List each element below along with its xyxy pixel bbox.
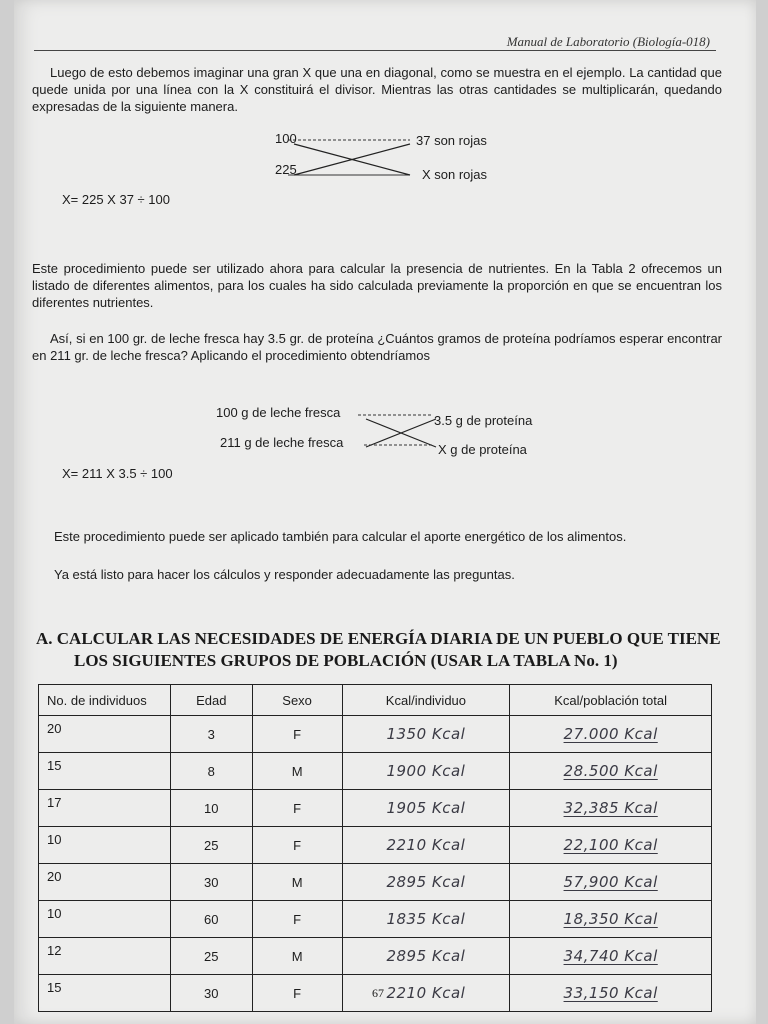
cell-kcal-individual[interactable]: 2210 Kcal — [342, 975, 510, 1012]
cell-age: 3 — [170, 716, 252, 753]
table-row — [39, 790, 712, 827]
diagram2-bottom-left: 211 g de leche fresca — [220, 435, 344, 450]
cell-kcal-individual[interactable]: 2895 Kcal — [342, 938, 510, 975]
cell-sex: F — [252, 716, 342, 753]
cell-kcal-individual[interactable]: 1835 Kcal — [342, 901, 510, 938]
table-row — [39, 901, 712, 938]
cell-kcal-total[interactable]: 57,900 Kcal — [510, 864, 712, 901]
cell-sex: F — [252, 790, 342, 827]
cell-individuals: 20 — [39, 864, 171, 901]
cell-kcal-individual[interactable]: 2210 Kcal — [342, 827, 510, 864]
cell-kcal-total[interactable]: 28.500 Kcal — [510, 753, 712, 790]
diagram2-top-right: 3.5 g de proteína — [434, 413, 533, 428]
paragraph-energy: Este procedimiento puede ser aplicado también para calcular el aporte energético de los alimentos. — [54, 529, 627, 544]
cell-kcal-total[interactable]: 27.000 Kcal — [510, 716, 712, 753]
population-energy-table — [38, 684, 712, 1012]
cell-kcal-total[interactable]: 18,350 Kcal — [510, 901, 712, 938]
header-kcal-individual: Kcal/individuo — [342, 685, 510, 716]
cell-kcal-individual[interactable]: 1900 Kcal — [342, 753, 510, 790]
header-individuals: No. de individuos — [39, 685, 171, 716]
page-number: 67 — [372, 986, 384, 1000]
diagram1-top-right: 37 son rojas — [416, 133, 487, 148]
cross-diagram-2 — [216, 405, 556, 465]
cell-individuals: 10 — [39, 901, 171, 938]
header-age: Edad — [170, 685, 252, 716]
table-header-row — [39, 685, 712, 716]
cell-individuals: 20 — [39, 716, 171, 753]
section-title-line-1: A. CALCULAR LAS NECESIDADES DE ENERGÍA DIARIA DE UN PUEBLO QUE TIENE — [36, 629, 721, 648]
cell-individuals: 12 — [39, 938, 171, 975]
table-row — [39, 864, 712, 901]
paragraph-nutrients: Este procedimiento puede ser utilizado ahora para calcular la presencia de nutrientes. En la Tabla 2 ofrecemos un listado de diferentes alimentos, para los cuales ha sido calculada previamente la proporción en que se encuentran los diferentes nutrientes. — [32, 261, 722, 310]
cell-individuals: 10 — [39, 827, 171, 864]
diagram2-top-left: 100 g de leche fresca — [216, 405, 341, 420]
cell-sex: M — [252, 938, 342, 975]
formula-2: X= 211 X 3.5 ÷ 100 — [62, 466, 173, 481]
cell-age: 25 — [170, 827, 252, 864]
section-a-title — [36, 628, 736, 672]
paragraph-milk-example: Así, si en 100 gr. de leche fresca hay 3.5 gr. de proteína ¿Cuántos gramos de proteína podríamos esperar encontrar en 211 gr. de leche fresca? Aplicando el procedimiento obtendríamos — [32, 331, 722, 363]
formula-1: X= 225 X 37 ÷ 100 — [62, 192, 170, 207]
cell-sex: M — [252, 864, 342, 901]
paragraph-ready: Ya está listo para hacer los cálculos y responder adecuadamente las preguntas. — [54, 567, 515, 582]
cell-kcal-individual[interactable]: 1350 Kcal — [342, 716, 510, 753]
diagram1-bottom-left: 225 — [275, 162, 297, 177]
cell-kcal-total[interactable]: 34,740 Kcal — [510, 938, 712, 975]
table-row — [39, 716, 712, 753]
cell-age: 25 — [170, 938, 252, 975]
table-row — [39, 753, 712, 790]
cell-individuals: 17 — [39, 790, 171, 827]
header-sex: Sexo — [252, 685, 342, 716]
cell-sex: F — [252, 975, 342, 1012]
cell-kcal-individual[interactable]: 2895 Kcal — [342, 864, 510, 901]
diagram1-top-left: 100 — [275, 131, 297, 146]
running-header: Manual de Laboratorio (Biología-018) — [506, 34, 710, 49]
cell-kcal-total[interactable]: 32,385 Kcal — [510, 790, 712, 827]
table-row — [39, 827, 712, 864]
cell-age: 60 — [170, 901, 252, 938]
header-kcal-total: Kcal/población total — [510, 685, 712, 716]
cross-diagram-1 — [260, 131, 520, 191]
cell-kcal-total[interactable]: 22,100 Kcal — [510, 827, 712, 864]
cell-kcal-individual[interactable]: 1905 Kcal — [342, 790, 510, 827]
cell-sex: F — [252, 827, 342, 864]
cell-age: 30 — [170, 864, 252, 901]
manual-page — [14, 0, 756, 1024]
cell-individuals: 15 — [39, 975, 171, 1012]
cell-age: 8 — [170, 753, 252, 790]
cell-kcal-total[interactable]: 33,150 Kcal — [510, 975, 712, 1012]
cell-age: 10 — [170, 790, 252, 827]
cell-sex: F — [252, 901, 342, 938]
cell-age: 30 — [170, 975, 252, 1012]
paragraph-x-method: Luego de esto debemos imaginar una gran X que una en diagonal, como se muestra en el ejemplo. La cantidad que quede unida por una línea con la X constituirá el divisor. Mientras las otras cantidades se multiplicarán, quedando expresadas de la siguiente manera. — [32, 65, 722, 114]
table-row — [39, 938, 712, 975]
cell-sex: M — [252, 753, 342, 790]
header-rule — [34, 50, 716, 51]
cell-individuals: 15 — [39, 753, 171, 790]
diagram2-bottom-right: X g de proteína — [438, 442, 527, 457]
section-title-line-2: LOS SIGUIENTES GRUPOS DE POBLACIÓN (USAR LA TABLA No. 1) — [74, 651, 618, 670]
diagram1-bottom-right: X son rojas — [422, 167, 488, 182]
